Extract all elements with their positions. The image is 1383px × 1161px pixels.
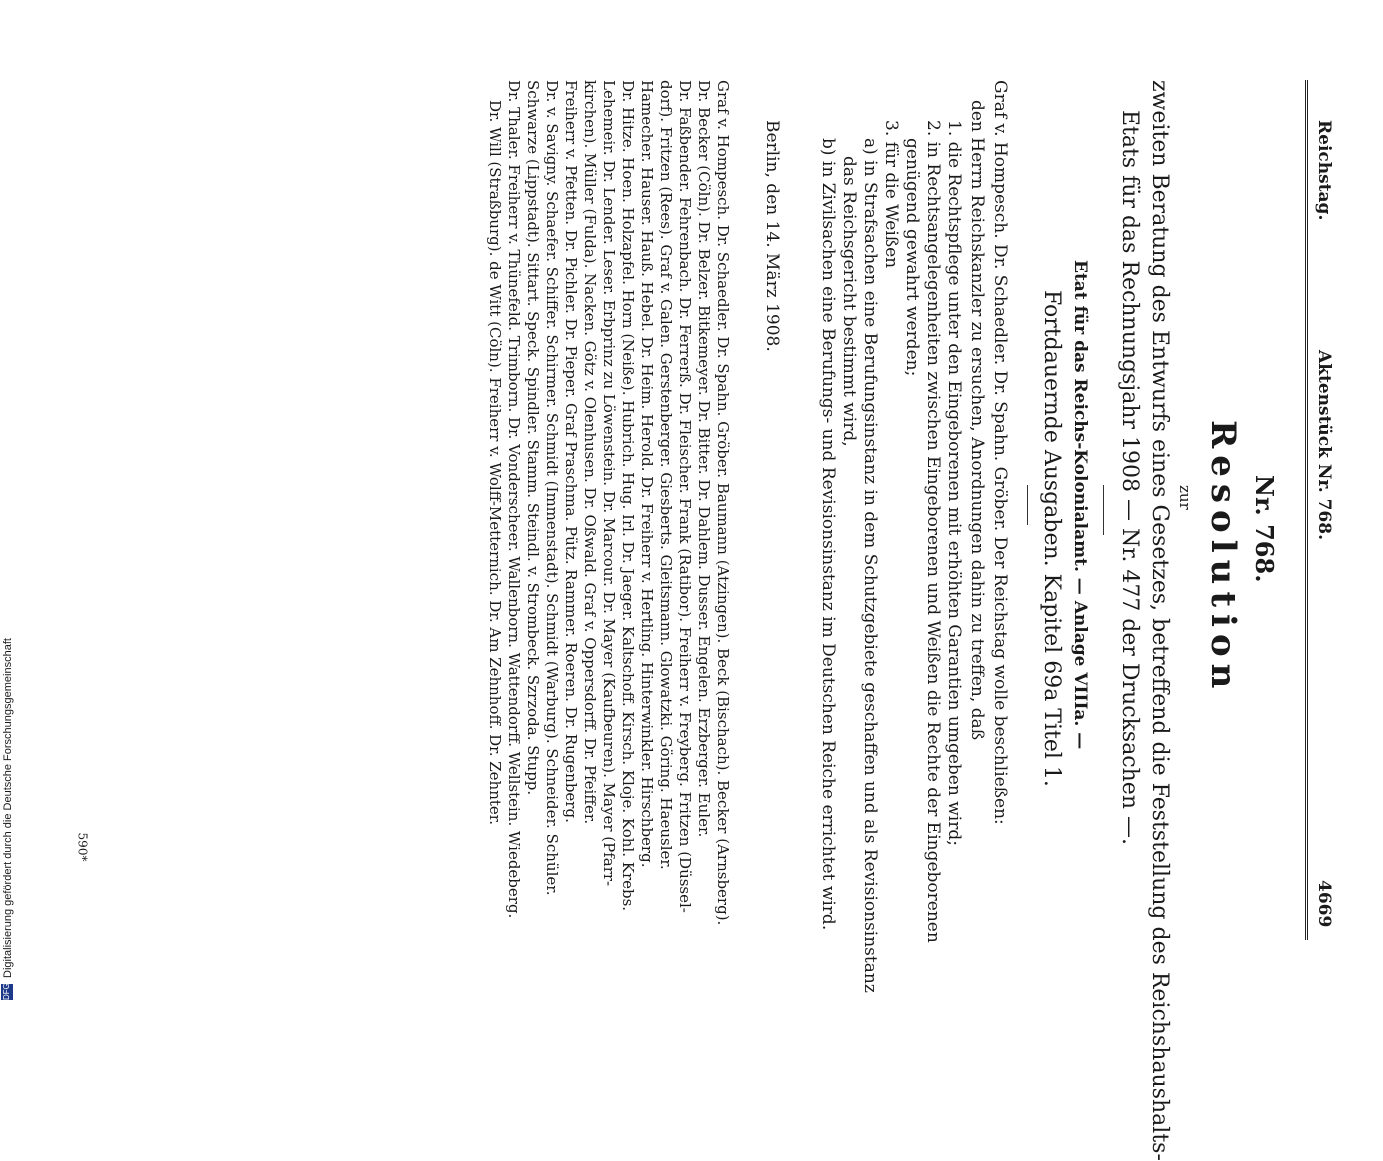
resolution-item-2a: 2. in Rechtsangelegenheiten zwischen Eingeborenen und Weißen die Rechte der Eingeborenen bbox=[923, 120, 943, 943]
resolution-item-3a-2: das Reichsgericht bestimmt wird, bbox=[839, 156, 859, 447]
etat-line-1: Etat für das Reichs-Kolonialamt. — Anlage VIIIa. — bbox=[1070, 260, 1090, 750]
resolution-item-1: 1. die Rechtspflege unter den Eingeborenen mit erhöhten Garantien umgeben wird; bbox=[944, 120, 964, 846]
movers-line: Graf v. Hompesch. Dr. Schaedler. Dr. Spahn. Gröber. Der Reichstag wolle beschließen: bbox=[990, 80, 1010, 825]
header-page-number: 4669 bbox=[1314, 880, 1334, 928]
signatory-line: Freiherr v. Pfetten. Dr. Pichler. Dr. Pieper. Graf Praschma. Pütz. Rammer. Roeren. Dr. Rugenberg. bbox=[562, 80, 580, 823]
signatory-line: Hamecher. Hauser. Hauß. Hebel. Dr. Heim. Herold. Dr. Freiherr v. Hertling. Hinterwinkler. Hirschberg. bbox=[638, 80, 656, 868]
header-rule bbox=[1305, 80, 1308, 940]
signatory-line: Dr. Hitze. Hoen. Holzapfel. Horn (Neiße). Hubrich. Hug. Irl. Dr. Jaeger. Kaltschoff. Kirsch. Kloje. Kohl. Krebs. bbox=[619, 80, 637, 912]
dfg-logo: DFG bbox=[2, 983, 11, 1000]
signatory-line: dorf). Fritzen (Rees). Graf v. Galen. Gerstenberger. Giesberts. Gleitsmann. Glowatzki. Göring. Haeusler. bbox=[657, 80, 675, 870]
resolution-item-3a-1: a) in Strafsachen eine Berufungsinstanz in dem Schutzgebiete geschaffen und als Revisionsinstanz bbox=[860, 138, 880, 993]
intro-line-1: zweiten Beratung des Entwurfs eines Gesetzes, betreffend die Feststellung des Reichshaushalts- bbox=[1147, 80, 1172, 1161]
section-divider-2 bbox=[1027, 485, 1028, 525]
request-line: den Herrn Reichskanzler zu ersuchen, Anordnungen dahin zu treffen, daß bbox=[967, 100, 987, 741]
header-left: Reichstag. bbox=[1314, 120, 1334, 221]
signatory-line: Dr. v. Savigny. Schaefer. Schiffer. Schirmer. Schmidt (Immenstadt). Schmidt (Warburg). Schneider. Schüler. bbox=[543, 80, 561, 896]
signatory-line: Lehemeir. Dr. Lender. Leser. Erbprinz zu Löwenstein. Dr. Marcour. Dr. Mayer (Kaufbeuren). Mayer (Pfarr- bbox=[600, 80, 618, 887]
signatory-line: Schwarze (Lippstadt). Sittart. Speck. Spindler. Stamm. Steindl. v. Strombeck. Szrzoda. Stupp. bbox=[524, 80, 542, 796]
page-marker bbox=[75, 826, 96, 866]
resolution-item-2b: genügend gewahrt werden; bbox=[902, 138, 922, 377]
etat-line-2: Fortdauernde Ausgaben. Kapitel 69a Titel 1. bbox=[1039, 290, 1064, 787]
dfg-credit-strip bbox=[0, 0, 20, 1000]
signatory-line: Dr. Becker (Cöln). Dr. Belzer. Bitkemeyer. Dr. Bitter. Dr. Dahlem. Dusser. Engelen. Erzberger. Euler. bbox=[695, 80, 713, 838]
resolution-item-3b: b) in Zivilsachen eine Berufungs- und Revisionsinstanz im Deutschen Reiche errichtet wird. bbox=[818, 138, 838, 931]
document-number: Nr. 768. bbox=[1250, 475, 1279, 583]
section-divider bbox=[1103, 485, 1104, 535]
header-center: Aktenstück Nr. 768. bbox=[1314, 350, 1334, 541]
zur-label: zur bbox=[1176, 485, 1194, 510]
date-line: Berlin, den 14. März 1908. bbox=[762, 120, 782, 352]
dfg-credit-text: Digitalisierung gefördert durch die Deutsche Forschungsgemeinschaft bbox=[2, 638, 14, 978]
signatory-line: Dr. Thaler. Freiherr v. Thünefeld. Trimborn. Dr. Vonderscheer. Wallenborn. Wattendorff. Wellstein. Wiedeberg. bbox=[505, 80, 523, 919]
signatory-line: kirchen). Müller (Fulda). Nacken. Götz v. Olenhusen. Dr. Oßwald. Graf v. Oppersdorff. Dr. Pfeiffer. bbox=[581, 80, 599, 825]
document-title: Resolution bbox=[1203, 420, 1243, 696]
resolution-item-3: 3. für die Weißen bbox=[881, 120, 901, 269]
signatory-line: Dr. Faßbender. Fehrenbach. Dr. Ferrerß. Dr. Fleischer. Frank (Ratibor). Freiherr v. Freyberg. Fritzen (Düssel- bbox=[676, 80, 694, 913]
document-page bbox=[320, 80, 1340, 1161]
page-marker-text: 590* bbox=[75, 832, 90, 862]
intro-line-2: Etats für das Rechnungsjahr 1908 — Nr. 477 der Drucksachen —. bbox=[1117, 110, 1142, 845]
signatory-line: Graf v. Hompesch. Dr. Schaedler. Dr. Spahn. Gröber. Baumann (Atzingen). Beck (Bischach). Becker (Arnsberg). bbox=[714, 80, 732, 926]
signatory-line: Dr. Will (Straßburg). de Witt (Cöln). Freiherr v. Wolff-Metternich. Dr. Am Zehnhoff. Dr. Zehnter. bbox=[486, 100, 504, 826]
